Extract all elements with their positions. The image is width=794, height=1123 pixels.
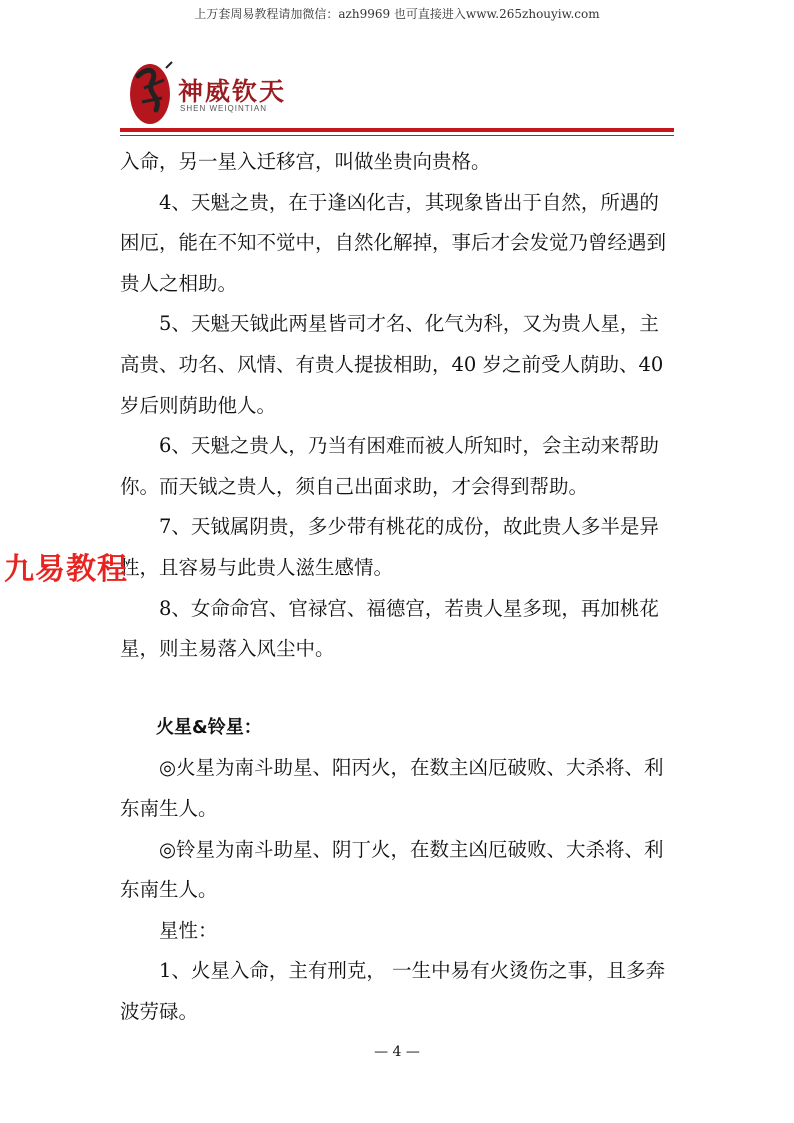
header-contact-note: 上万套周易教程请加微信：azh9969 也可直接进入www.265zhouyiw.com [194, 7, 600, 21]
page-body [120, 142, 676, 1032]
paragraph: 8、女命命宫、官禄宫、福德宫，若贵人星多现，再加桃花星，则主易落入风尘中。 [120, 596, 659, 661]
header-rule-thin [120, 135, 674, 136]
paragraph: 1、火星入命，主有刑克， 一生中易有火烫伤之事，且多奔波劳碌。 [120, 959, 666, 1023]
paragraph: ◎铃星为南斗助星、阴丁火，在数主凶厄破败、大杀将、利东南生人。 [120, 837, 664, 902]
brush-seal-icon [128, 58, 178, 128]
paragraph: ◎火星为南斗助星、阳丙火，在数主凶厄破败、大杀将、利东南生人。 [120, 756, 664, 820]
section-heading: 火星&铃星： [156, 716, 262, 738]
brand-logo [128, 58, 298, 128]
paragraph: 入命，另一星入迁移宫，叫做坐贵向贵格。 [120, 150, 491, 173]
paragraph: 星性： [159, 918, 218, 942]
paragraph: 4、天魁之贵，在于逢凶化吉，其现象皆出于自然，所遇的困厄，能在不知不觉中，自然化解掉，事后才会发觉乃曾经遇到贵人之相助。 [120, 190, 667, 295]
watermark-text: 九易教程 [4, 552, 128, 587]
header-rule-thick [120, 128, 674, 132]
brand-name-en: SHEN WEIQINTIAN [180, 104, 268, 113]
paragraph: 7、天钺属阴贵，多少带有桃花的成份，故此贵人多半是异性，且容易与此贵人滋生感情。 [120, 515, 659, 579]
page-number: — 4 — [374, 1044, 420, 1060]
paragraph: 6、天魁之贵人，乃当有困难而被人所知时，会主动来帮助你。而天钺之贵人，须自己出面求助，才会得到帮助。 [120, 434, 659, 498]
paragraph: 5、天魁天钺此两星皆司才名、化气为科，又为贵人星，主高贵、功名、风情、有贵人提拔相助，40 岁之前受人荫助、40 岁后则荫助他人。 [120, 312, 664, 417]
section-gap [120, 670, 676, 708]
brand-name-cn: 神威钦天 [178, 77, 287, 106]
